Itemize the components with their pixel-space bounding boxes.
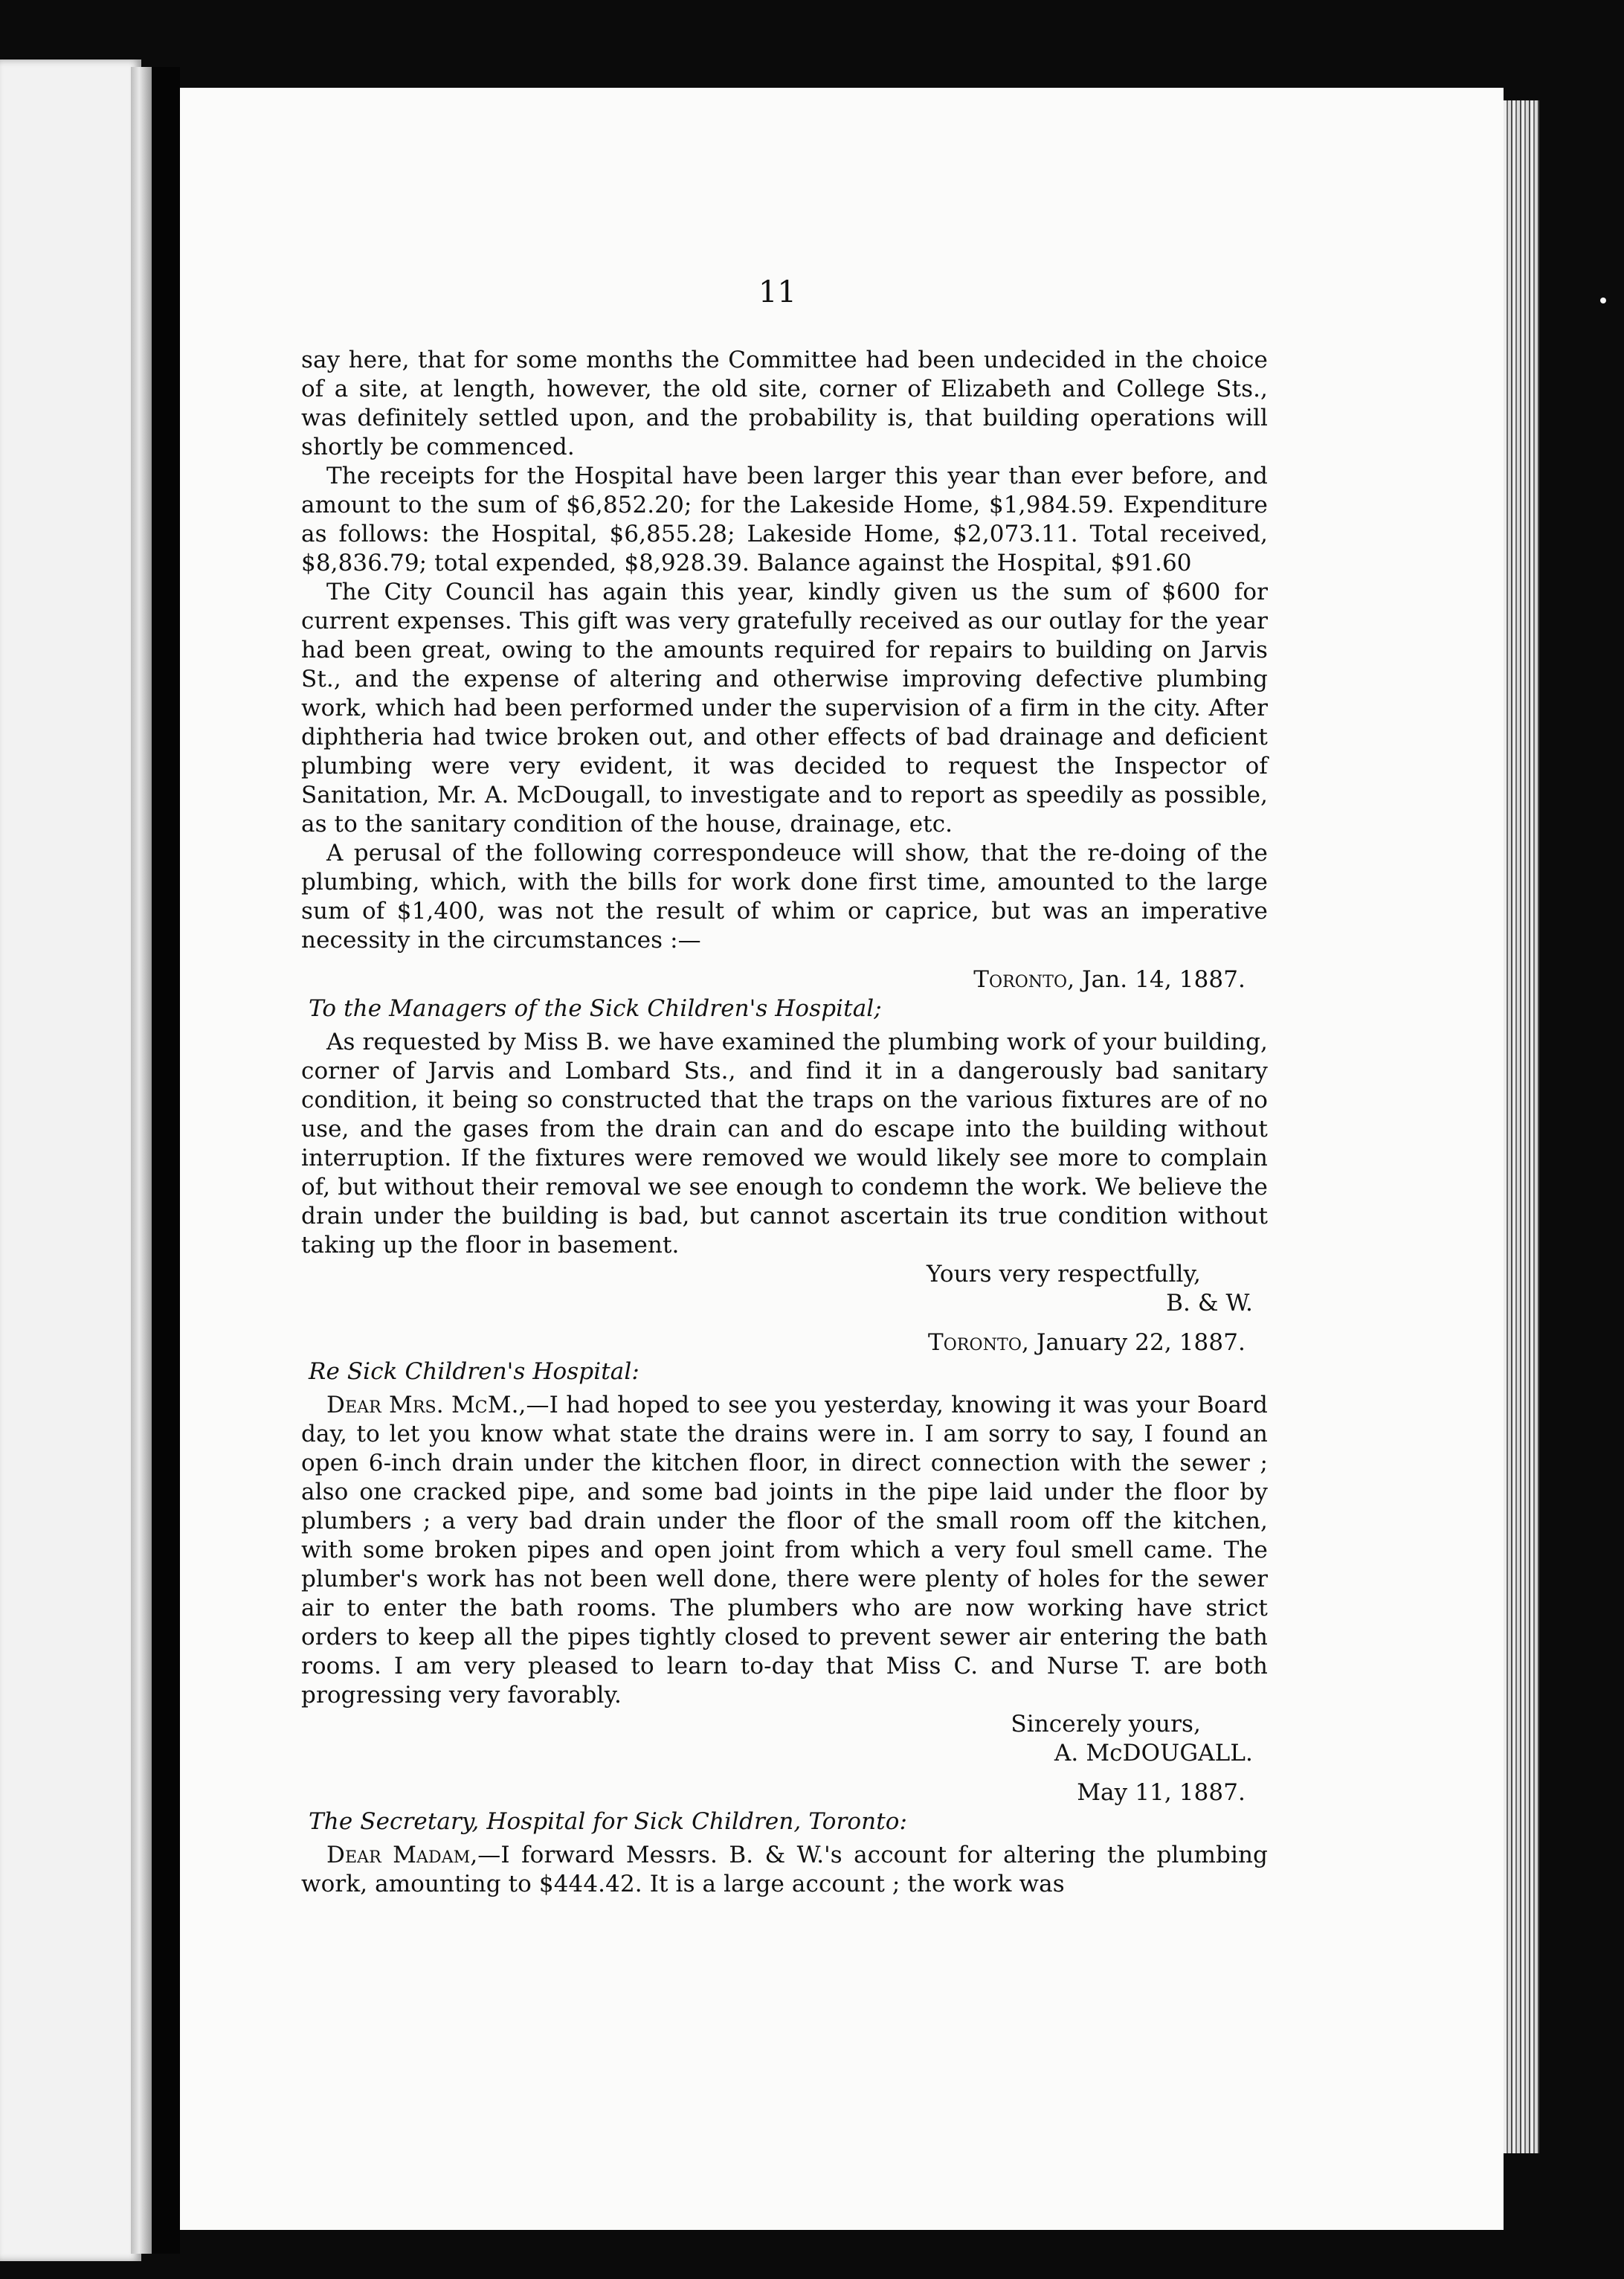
letter-body-text: —I had hoped to see you yesterday, knowing it was your Board day, to let you know what state the drains were in. I am sorry to say, I found an open 6-inch drain under the kitchen floor, in direct connection with the sewer ; also one cracked pipe, and some bad joints in the pipe laid under the floor by plumbers ; a very bad drain under the floor of the small room off the kitchen, with some broken pipes and open joint from which a very foul smell came. The plumber's work has not been well done, there were plenty of holes for the sewer air to enter the bath rooms. The plumbers who are now working have strict orders to keep all the pipes tightly closed to prevent sewer air entering the bath rooms. I am very pleased to learn to-day that Miss C. and Nurse T. are both progressing very favorably.: [301, 1392, 1268, 1709]
letter-place: Toronto: [927, 1329, 1022, 1356]
letter-signature: A. McDOUGALL.: [1054, 1740, 1253, 1767]
letter-closing: Sincerely yours,: [1011, 1711, 1201, 1738]
letter-body: [301, 1841, 1268, 1899]
letter-date: , Jan. 14, 1887.: [1067, 966, 1246, 993]
previous-page-edge: [131, 67, 152, 2254]
paragraph: The City Council has again this year, kindly given us the sum of $600 for current expenses. This gift was very gratefully received as our outlay for the year had been great, owing to the amounts required for repairs to building on Jarvis St., and the expense of altering and otherwise improving defective plumbing work, which had been performed under the supervision of a firm in the city. After diphtheria had twice broken out, and other effects of bad drainage and deficient plumbing were very evident, it was decided to request the Inspector of Sanitation, Mr. A. McDougall, to investigate and to report as speedily as possible, as to the sanitary condition of the house, drainage, etc.: [301, 579, 1268, 838]
book-spine: [152, 67, 180, 2254]
letter-date: May 11, 1887.: [1077, 1779, 1246, 1806]
letter-address: Re Sick Children's Hospital:: [309, 1358, 639, 1385]
paragraph: The receipts for the Hospital have been larger this year than ever before, and amount to the sum of $6,852.20; for the Lakeside Home, $1,984.59. Expenditure as follows: the Hospital, $6,855.28; Lakeside Home, $2,073.11. Total received, $8,836.79; total expended, $8,928.39. Balance against the Hospital, $91.60: [301, 463, 1268, 576]
letter-salutation: Dear Madam,: [326, 1842, 478, 1868]
letter-place: Toronto: [973, 966, 1068, 993]
paragraph: A perusal of the following correspondeuce will show, that the re-doing of the plumbing, which, with the bills for work done first time, amounted to the large sum of $1,400, was not the result of whim or caprice, but was an imperative necessity in the circumstances :—: [301, 840, 1268, 954]
letter-body-text: —I forward Messrs. B. & W.'s account for altering the plumbing work, amounting to $444.42. It is a large account ; the work was: [301, 1842, 1268, 1897]
letter-closing: Yours very respectfully,: [926, 1261, 1201, 1288]
letter-date: , January 22, 1887.: [1021, 1329, 1246, 1356]
scan-speck: [1600, 298, 1606, 303]
letter-body: As requested by Miss B. we have examined the plumbing work of your building, corner of Jarvis and Lombard Sts., and find it in a dangerously bad sanitary condition, it being so constructed that the traps on the various fixtures are of no use, and the gases from the drain can and do escape into the building without interruption. If the fixtures were removed we would likely see more to complain of, but without their removal we see enough to condemn the work. We believe the drain under the building is bad, but cannot ascertain its true condition without taking up the floor in basement.: [301, 1029, 1268, 1259]
letter-dateline: [301, 1328, 1268, 1357]
letter-signature: B. & W.: [1166, 1290, 1253, 1317]
page-number: 11: [758, 275, 796, 309]
paragraph: say here, that for some months the Committee had been undecided in the choice of a site, at length, however, the old site, corner of Elizabeth and College Sts., was definitely settled upon, and the probability is, that building operations will shortly be commenced.: [301, 347, 1268, 460]
previous-page: [0, 60, 141, 2261]
page-stack-edges: [1504, 100, 1539, 2153]
letter-salutation: Dear Mrs. McM.,: [326, 1392, 526, 1418]
letter-address: To the Managers of the Sick Children's Hospital;: [309, 995, 882, 1022]
page-text: [301, 346, 1268, 1899]
letter-dateline: [301, 965, 1268, 994]
letter-body: [301, 1391, 1268, 1710]
letter-address: The Secretary, Hospital for Sick Children, Toronto:: [309, 1808, 908, 1835]
